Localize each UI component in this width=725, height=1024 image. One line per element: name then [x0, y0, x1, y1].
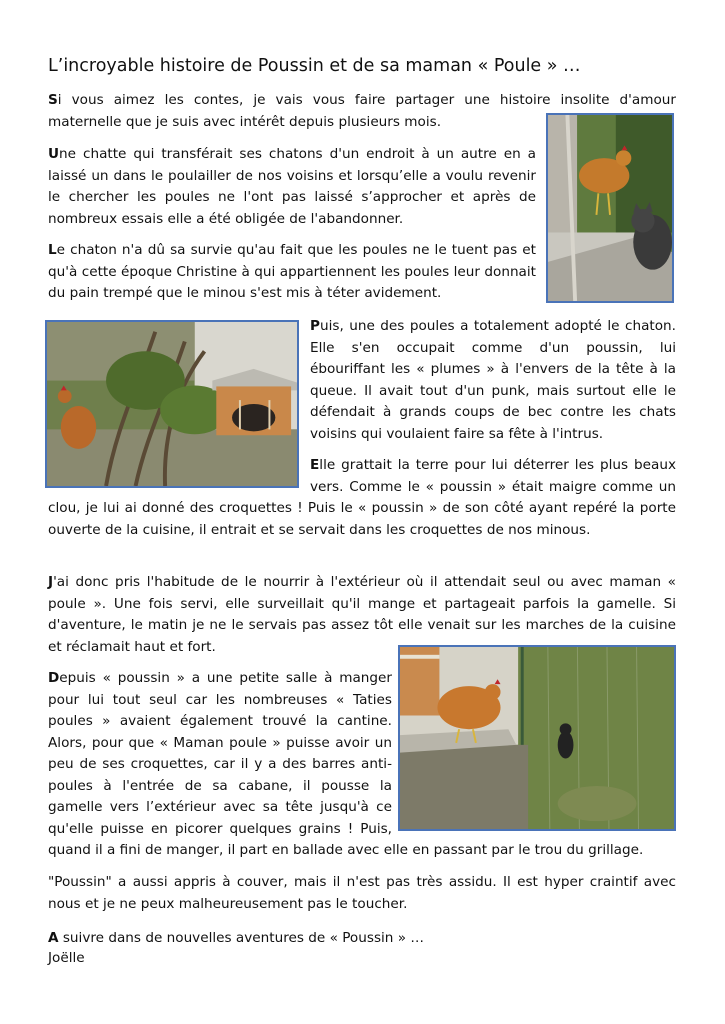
drop-initial: D	[48, 670, 60, 686]
drop-initial: E	[310, 457, 320, 473]
paragraph-text: e chaton n'a dû sa survie qu'au fait que les poules ne le tuent pas et qu'à cette époque Christine à qui appartiennent les poules leur donnait du pain trempé que le minou s'est mis à téter avidement.	[48, 242, 536, 301]
drop-initial: J	[48, 574, 54, 590]
wrap-spacer	[48, 455, 310, 488]
paragraph-text: 'ai donc pris l'habitude de le nourrir à l'extérieur où il attendait seul ou avec maman « poule ». Une fois servi, elle surveillait qu'il mange et partageait parfois la gamelle. Si d'aventure, le matin je ne le servais pas assez tôt elle venait sur les marches de la cuisine et réclamait haut et fort.	[48, 574, 676, 655]
closing-line	[48, 928, 676, 950]
paragraph-text: epuis « poussin » a une petite salle à manger pour lui tout seul car les nombreuses « Taties poules » avaient également trouvé la cantine. Alors, pour que « Maman poule » puisse avoir un peu de ses croquettes, car il y a des barres anti-poules à l'entrée de sa cabane, il pousse la gamelle vers l’extérieur avec sa tête jusqu'à ce qu'elle puisse en picorer quelques grains ! Puis, quand il a fini de manger, il part en ballade avec elle en passant par le trou du grillage.	[48, 670, 644, 858]
paragraph-5-wrap	[48, 455, 676, 541]
photo-hen-and-cat	[546, 113, 674, 303]
paragraph-4	[310, 316, 676, 445]
paragraph-text: uis, une des poules a totalement adopté le chaton. Elle s'en occupait comme d'un poussin, lui ébouriffant les « plumes » à l'envers de la tête à la queue. Il avait tout d'un punk, mais surtout elle le défendait à grands coups de bec contre les chats voisins qui voulaient faire sa fête à l'intrus.	[310, 318, 676, 442]
paragraph-text: i vous aimez les contes, je vais vous faire partager une histoire insolite d'amour maternelle que je suis avec intérêt depuis plusieurs mois.	[48, 92, 676, 130]
paragraph-3	[48, 240, 536, 305]
paragraph-7-wrap	[48, 668, 676, 862]
drop-initial: P	[310, 318, 320, 334]
paragraph-text: lle grattait la terre pour lui déterrer les plus beaux vers. Comme le « poussin » était maigre comme un clou, je lui ai donné des croquettes ! Puis le « poussin » de son côté ayant repéré la porte ouverte de la cuisine, il entrait et se servait dans les croquettes de nos minous.	[48, 457, 676, 538]
drop-initial: S	[48, 92, 58, 108]
paragraph-8	[48, 872, 676, 915]
paragraph-text: ne chatte qui transférait ses chatons d'un endroit à un autre en a laissé un dans le poulailler de nos voisins et lorsqu’elle a voulu revenir le chercher les poules ne l'ont pas laissé s’approcher et après de nombreux essais elle a été obligée de l'abandonner.	[48, 146, 536, 227]
paragraph-text: Poussin" a aussi appris à couver, mais il n'est pas très assidu. Il est hyper craintif avec nous et je ne peux malheureusement pas le toucher.	[48, 874, 676, 912]
page-title: L’incroyable histoire de Poussin et de sa maman « Poule » …	[48, 56, 581, 76]
drop-initial: U	[48, 146, 60, 162]
paragraph-2	[48, 144, 536, 230]
signature: Joëlle	[48, 950, 85, 966]
drop-initial: A	[48, 930, 59, 946]
paragraph-text: suivre dans de nouvelles aventures de « Poussin » …	[58, 930, 424, 946]
photo-hen-and-cat-image	[548, 115, 672, 301]
paragraph-initial: "	[48, 874, 55, 890]
drop-initial: L	[48, 242, 57, 258]
wrap-spacer	[392, 668, 676, 828]
